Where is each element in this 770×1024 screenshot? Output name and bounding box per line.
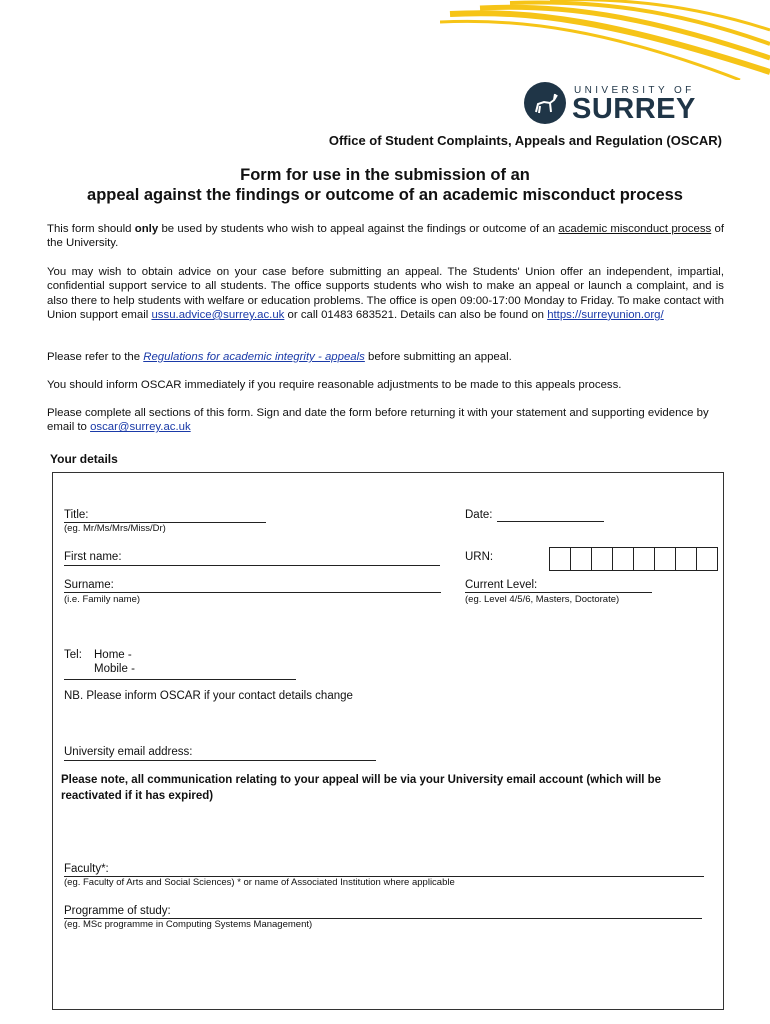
faculty-label: Faculty*: [64,863,109,875]
date-field[interactable] [497,521,604,522]
urn-digit-box[interactable] [549,547,571,571]
form-title-line-2: appeal against the findings or outcome of an academic misconduct process [87,186,683,204]
intro-paragraph-3: Please refer to the Regulations for academic integrity - appeals before submitting an appeal. [47,351,512,363]
programme-hint: (eg. MSc programme in Computing Systems Management) [64,919,313,930]
urn-boxes[interactable] [549,547,717,571]
university-email-field[interactable] [64,760,376,761]
union-email-link[interactable]: ussu.advice@surrey.ac.uk [151,308,285,321]
first-name-label: First name: [64,551,122,563]
intro-paragraph-5: Please complete all sections of this form. Sign and date the form before returning it with your statement and supporting evidence by email to oscar@surrey.ac.uk [47,407,709,434]
faculty-hint: (eg. Faculty of Arts and Social Sciences) * or name of Associated Institution where applicable [64,877,455,888]
current-level-hint: (eg. Level 4/5/6, Masters, Doctorate) [465,594,620,605]
tel-home-label: Home - [94,649,132,661]
header-swoosh-graphic [440,0,770,80]
university-email-label: University email address: [64,746,193,758]
academic-misconduct-link[interactable]: academic misconduct process [558,223,712,235]
urn-digit-box[interactable] [654,547,676,571]
union-website-link[interactable]: https://surreyunion.org/ [547,308,664,321]
urn-digit-box[interactable] [612,547,634,571]
intro-paragraph-1: This form should only be used by students who wish to appeal against the findings or outcome of an academic misconduct process of the University. [47,223,725,250]
programme-label: Programme of study: [64,905,171,917]
current-level-field[interactable] [465,592,652,593]
urn-label: URN: [465,551,494,563]
urn-digit-box[interactable] [675,547,697,571]
tel-mobile-label: Mobile - [94,663,135,675]
email-communication-note: Please note, all communication relating to your appeal will be via your University email account (which will be reactivated if it has expired) [61,774,662,802]
office-heading: Office of Student Complaints, Appeals and Regulation (OSCAR) [328,133,722,148]
regulations-link[interactable]: Regulations for academic integrity - appeals [143,351,365,363]
date-label: Date: [465,509,493,521]
tel-label: Tel: [64,649,82,661]
first-name-field[interactable] [64,565,440,566]
current-level-label: Current Level: [465,579,538,591]
title-hint: (eg. Mr/Ms/Mrs/Miss/Dr) [64,523,166,534]
logo-university-of: UNIVERSITY OF [574,85,695,96]
urn-digit-box[interactable] [591,547,613,571]
stag-crest-icon [524,82,566,124]
tel-field[interactable] [64,679,296,680]
surname-field[interactable] [64,592,441,593]
logo-surrey: SURREY [572,93,696,125]
university-logo [524,82,704,126]
surname-hint: (i.e. Family name) [64,594,141,605]
contact-change-note: NB. Please inform OSCAR if your contact details change [64,690,353,702]
urn-digit-box[interactable] [696,547,718,571]
title-label: Title: [64,509,89,521]
urn-digit-box[interactable] [633,547,655,571]
your-details-heading: Your details [50,452,118,466]
form-title-line-1: Form for use in the submission of an [240,166,530,184]
urn-digit-box[interactable] [570,547,592,571]
intro-paragraph-2: You may wish to obtain advice on your case before submitting an appeal. The Students' Union offer an independent, impartial, confidential support service to all students. The office supports students who wish to make an appeal or launch a complaint, and is also there to help students with welfare or education problems. The office is open 09:00-17:00 Monday to Friday. To make contact with Union support email ussu.advice@surrey.ac.uk or call 01483 683521. Details can also be found on https://surreyunion.org/ [47,266,724,321]
oscar-email-link[interactable]: oscar@surrey.ac.uk [90,421,191,434]
surname-label: Surname: [64,579,114,591]
intro-paragraph-4: You should inform OSCAR immediately if you require reasonable adjustments to be made to this appeals process. [47,379,622,391]
